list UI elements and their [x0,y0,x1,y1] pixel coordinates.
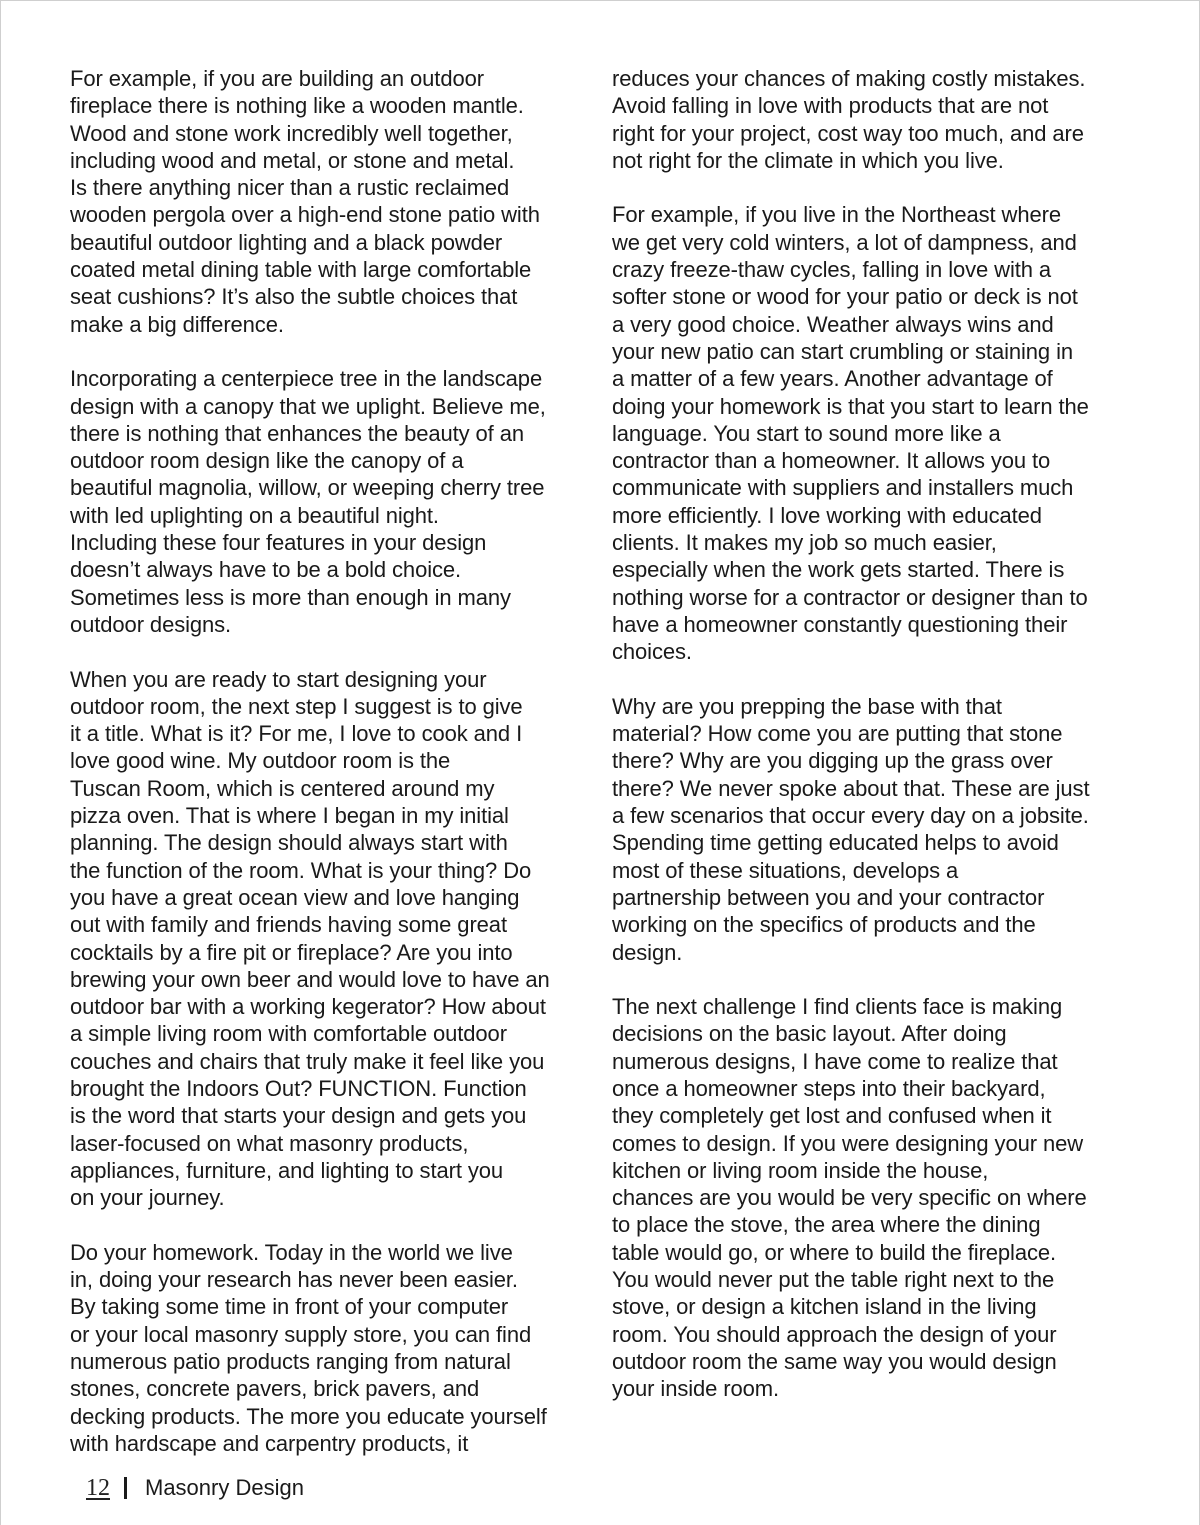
text-line: outdoor room design like the canopy of a [70,448,464,474]
text-line: a simple living room with comfortable outdoor [70,1021,507,1047]
text-line: chances are you would be very specific on where [612,1185,1087,1211]
text-line: once a homeowner steps into their backyard, [612,1075,1046,1101]
text-line: on your journey. [70,1185,225,1211]
text-line: crazy freeze-thaw cycles, falling in love with a [612,257,1052,283]
text-line: doesn’t always have to be a bold choice. [70,557,462,583]
text-line: numerous patio products ranging from natural [70,1348,511,1374]
text-line: more efficiently. I love working with educated [612,502,1042,528]
text-line: reduces your chances of making costly mistakes. [612,66,1086,91]
text-line: you have a great ocean view and love hanging [70,884,520,910]
text-line: doing your homework is that you start to learn the [612,393,1089,419]
text-line: kitchen or living room inside the house, [612,1157,989,1183]
text-line: By taking some time in front of your computer [70,1294,509,1320]
text-line: they completely get lost and confused when it [612,1103,1052,1129]
text-line: outdoor designs. [70,611,232,637]
paragraph-break [70,638,590,665]
text-line: including wood and metal, or stone and metal. [70,147,515,173]
text-line: Sometimes less is more than enough in many [70,584,511,610]
text-line: laser-focused on what masonry products, [70,1130,469,1156]
text-line: communicate with suppliers and installers much [612,475,1074,501]
text-line: is the word that starts your design and gets you [70,1103,527,1129]
text-line: beautiful outdoor lighting and a black powder [70,229,503,255]
text-line: clients. It makes my job so much easier, [612,530,997,556]
text-line: there? We never spoke about that. These are just [612,775,1090,801]
text-line: planning. The design should always start with [70,830,508,856]
text-line: have a homeowner constantly questioning their [612,611,1068,637]
paragraph-break [612,666,1142,693]
text-line: decking products. The more you educate yourself [70,1403,547,1429]
text-line: in, doing your research has never been easier. [70,1267,518,1293]
left-column [70,65,590,1457]
text-line: For example, if you live in the Northeast where [612,202,1061,228]
paragraph-break [70,1211,590,1238]
text-line: design with a canopy that we uplight. Believe me, [70,393,546,419]
text-line: The next challenge I find clients face is making [612,994,1063,1020]
text-line: beautiful magnolia, willow, or weeping cherry tree [70,475,545,501]
paragraph-break [612,174,1142,201]
paragraph-break [612,966,1142,993]
text-line: comes to design. If you were designing your new [612,1130,1084,1156]
text-line: couches and chairs that truly make it feel like you [70,1048,545,1074]
text-line: or your local masonry supply store, you can find [70,1321,532,1347]
text-line: outdoor room the same way you would design [612,1348,1057,1374]
text-line: stove, or design a kitchen island in the living [612,1294,1037,1320]
text-line: seat cushions? It’s also the subtle choices that [70,284,518,310]
text-line: outdoor bar with a working kegerator? How about [70,994,546,1020]
text-line: numerous designs, I have come to realize that [612,1048,1058,1074]
text-line: cocktails by a fire pit or fireplace? Are you into [70,939,513,965]
text-line: your inside room. [612,1376,780,1402]
text-line: coated metal dining table with large comfortable [70,257,532,283]
text-line: out with family and friends having some great [70,912,507,938]
text-line: room. You should approach the design of your [612,1321,1057,1347]
text-line: decisions on the basic layout. After doing [612,1021,1007,1047]
text-line: especially when the work gets started. There is [612,557,1065,583]
text-line: wooden pergola over a high-end stone patio with [70,202,540,228]
text-line: there? Why are you digging up the grass over [612,748,1053,774]
text-line: stones, concrete pavers, brick pavers, and [70,1376,480,1402]
footer-separator [124,1477,127,1499]
text-line: a few scenarios that occur every day on a jobsite. [612,803,1089,829]
magazine-name: Masonry Design [145,1475,304,1500]
text-line: make a big difference. [70,311,284,337]
text-line: You would never put the table right next to the [612,1267,1055,1293]
page-number: 12 [86,1474,110,1501]
text-line: a matter of a few years. Another advantage of [612,366,1053,392]
text-line: a very good choice. Weather always wins and [612,311,1054,337]
paragraph-break [70,338,590,365]
text-line: Why are you prepping the base with that [612,693,1002,719]
text-line: with hardscape and carpentry products, it [70,1430,469,1456]
text-line: choices. [612,639,692,665]
text-line: Including these four features in your design [70,530,487,556]
text-line: partnership between you and your contractor [612,884,1045,910]
text-line: Is there anything nicer than a rustic reclaimed [70,175,510,201]
text-line: Incorporating a centerpiece tree in the landscape [70,366,543,392]
text-line: working on the specifics of products and the [612,912,1036,938]
text-line: brewing your own beer and would love to have an [70,966,550,992]
text-line: most of these situations, develops a [612,857,959,883]
text-line: table would go, or where to build the fireplace. [612,1239,1057,1265]
text-line: love good wine. My outdoor room is the [70,748,451,774]
text-line: design. [612,939,683,965]
text-line: it a title. What is it? For me, I love to cook and I [70,721,523,747]
text-line: not right for the climate in which you live. [612,147,1004,173]
text-line: appliances, furniture, and lighting to start you [70,1157,504,1183]
text-line: nothing worse for a contractor or designer than to [612,584,1088,610]
text-line: we get very cold winters, a lot of dampness, and [612,229,1077,255]
text-line: Tuscan Room, which is centered around my [70,775,495,801]
text-line: outdoor room, the next step I suggest is to give [70,693,523,719]
text-line: material? How come you are putting that stone [612,721,1063,747]
text-line: right for your project, cost way too much, and are [612,120,1084,146]
text-line: pizza oven. That is where I began in my initial [70,803,509,829]
text-line: your new patio can start crumbling or staining in [612,338,1073,364]
text-line: to place the stove, the area where the dining [612,1212,1041,1238]
text-line: Spending time getting educated helps to avoid [612,830,1059,856]
text-line: For example, if you are building an outdoor [70,66,484,91]
text-line: brought the Indoors Out? FUNCTION. Function [70,1075,527,1101]
text-line: Wood and stone work incredibly well together, [70,120,513,146]
page-footer [86,1472,304,1504]
text-line: fireplace there is nothing like a wooden mantle. [70,93,524,119]
text-line: there is nothing that enhances the beauty of an [70,420,524,446]
text-line: softer stone or wood for your patio or deck is not [612,284,1078,310]
text-line: contractor than a homeowner. It allows you to [612,448,1051,474]
text-line: Avoid falling in love with products that are not [612,93,1049,119]
text-line: language. You start to sound more like a [612,420,1001,446]
right-column [612,65,1142,1403]
text-line: with led uplighting on a beautiful night. [70,502,439,528]
text-line: Do your homework. Today in the world we live [70,1239,513,1265]
text-line: the function of the room. What is your thing? Do [70,857,532,883]
text-line: When you are ready to start designing your [70,666,487,692]
